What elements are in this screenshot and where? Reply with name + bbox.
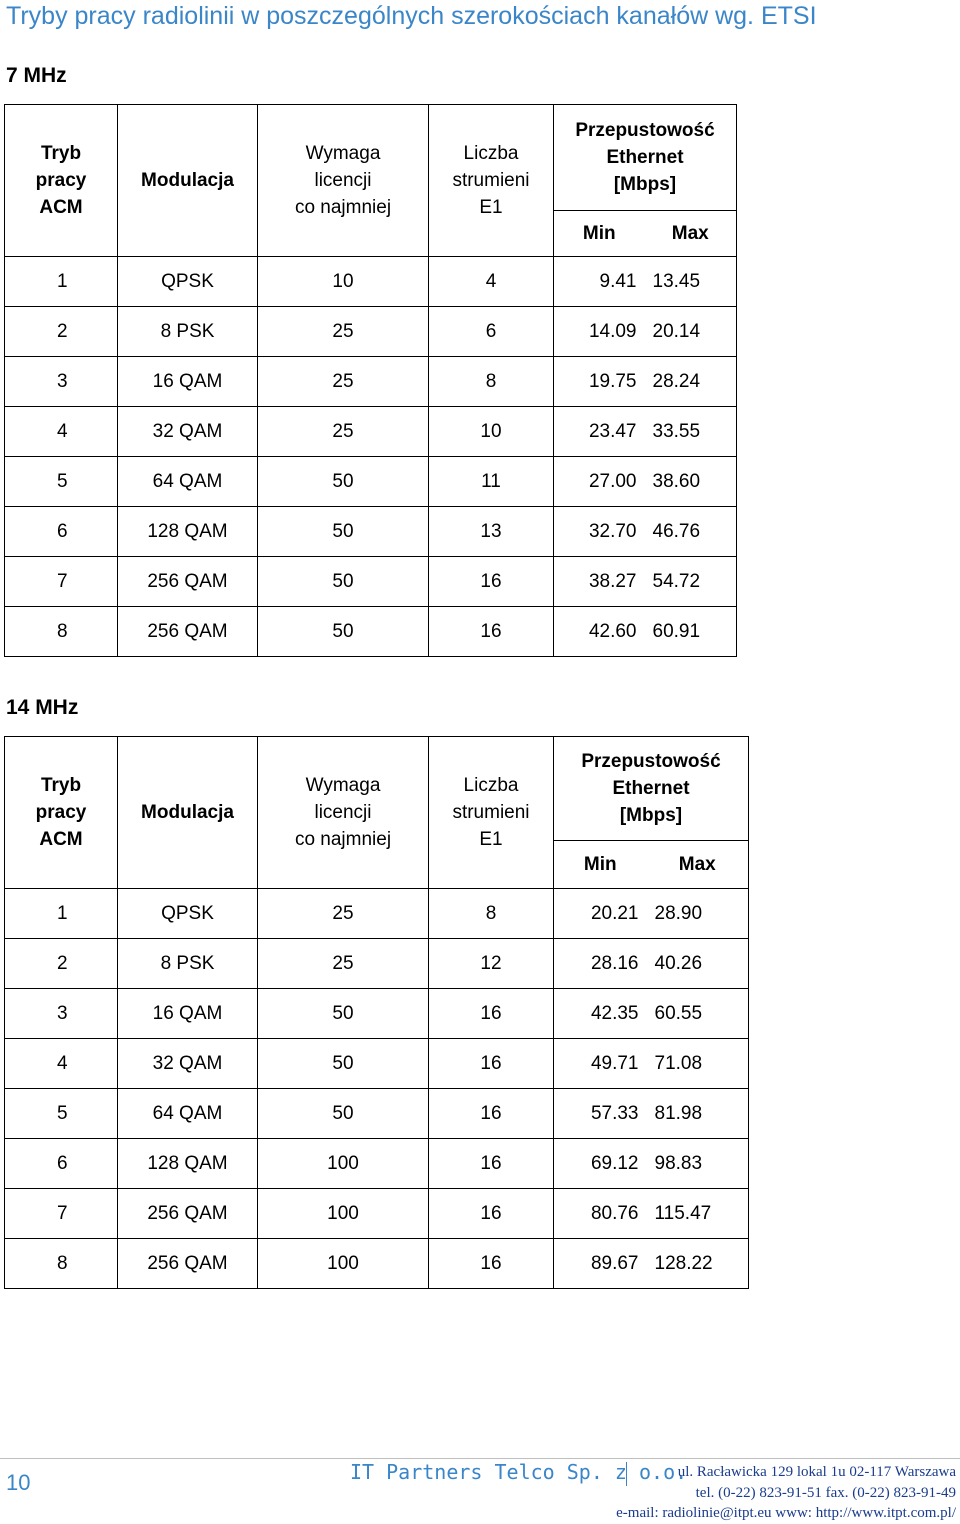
table-row: 7 256 QAM 100 16 80.76 115.47 <box>5 1189 749 1239</box>
table-row: 3 16 QAM 50 16 42.35 60.55 <box>5 989 749 1039</box>
page-number: 10 <box>6 1470 31 1495</box>
table-row: 2 8 PSK 25 6 14.09 20.14 <box>5 307 737 357</box>
table-row: 4 32 QAM 25 10 23.47 33.55 <box>5 407 737 457</box>
header-przepustowosc: Przepustowość Ethernet [Mbps] <box>554 737 749 841</box>
table-row: 6 128 QAM 50 13 32.70 46.76 <box>5 507 737 557</box>
table-row: 8 256 QAM 100 16 89.67 128.22 <box>5 1239 749 1289</box>
table-row: 8 256 QAM 50 16 42.60 60.91 <box>5 607 737 657</box>
header-przepustowosc: Przepustowość Ethernet [Mbps] <box>554 105 737 211</box>
footer-separator <box>626 1462 627 1486</box>
header-modulacja: Modulacja <box>118 105 258 257</box>
table-row: 5 64 QAM 50 11 27.00 38.60 <box>5 457 737 507</box>
header-liczba: Liczba strumieni E1 <box>429 105 554 257</box>
header-wymaga: Wymaga licencji co najmniej <box>258 105 429 257</box>
header-min: Min <box>554 841 647 889</box>
table-14mhz <box>4 736 749 1289</box>
header-modulacja: Modulacja <box>118 737 258 889</box>
table-row: 2 8 PSK 25 12 28.16 40.26 <box>5 939 749 989</box>
footer-contact: e-mail: radiolinie@itpt.eu www: http://www.itpt.com.pl/ <box>616 1505 956 1521</box>
table-row: 1 QPSK 25 8 20.21 28.90 <box>5 889 749 939</box>
header-liczba: Liczba strumieni E1 <box>429 737 554 889</box>
table-row: 3 16 QAM 25 8 19.75 28.24 <box>5 357 737 407</box>
table-row: 5 64 QAM 50 16 57.33 81.98 <box>5 1089 749 1139</box>
table-row: 6 128 QAM 100 16 69.12 98.83 <box>5 1139 749 1189</box>
header-min: Min <box>554 211 645 257</box>
header-row <box>5 105 737 211</box>
header-max: Max <box>647 841 749 889</box>
footer-address: ul. Racławicka 129 lokal 1u 02-117 Warszawa <box>677 1464 956 1480</box>
header-wymaga: Wymaga licencji co najmniej <box>258 737 429 889</box>
table-row: 1 QPSK 10 4 9.41 13.45 <box>5 257 737 307</box>
section-label-14mhz: 14 MHz <box>6 696 79 719</box>
footer-company: IT Partners Telco Sp. z o.o. <box>350 1460 688 1484</box>
footer-divider <box>0 1458 960 1459</box>
header-max: Max <box>645 211 737 257</box>
table-7mhz <box>4 104 737 657</box>
header-tryb: Tryb pracy ACM <box>5 105 118 257</box>
header-tryb: Tryb pracy ACM <box>5 737 118 889</box>
footer-phone: tel. (0-22) 823-91-51 fax. (0-22) 823-91-49 <box>695 1485 956 1501</box>
table-row: 7 256 QAM 50 16 38.27 54.72 <box>5 557 737 607</box>
header-row <box>5 737 749 841</box>
page-title: Tryby pracy radiolinii w poszczególnych szerokościach kanałów wg. ETSI <box>6 2 817 30</box>
section-label-7mhz: 7 MHz <box>6 64 67 87</box>
table-row: 4 32 QAM 50 16 49.71 71.08 <box>5 1039 749 1089</box>
